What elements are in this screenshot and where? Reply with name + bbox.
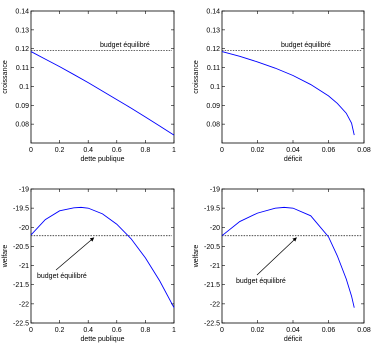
x-tick-label: 0.08: [357, 147, 371, 154]
x-tick-label: 0.02: [250, 327, 265, 334]
x-tick-label: 0.04: [286, 327, 300, 334]
x-tick-label: 0.4: [83, 147, 94, 154]
annotation-label: budget équilibré: [100, 42, 150, 49]
plot-frame: [31, 11, 174, 143]
annotation-label: budget équilibré: [37, 273, 87, 280]
plot-frame: [222, 11, 364, 143]
y-tick-label: -20.5: [13, 243, 29, 251]
annotation-label: budget équilibré: [281, 42, 331, 49]
x-tick-label: 0: [29, 147, 33, 154]
x-tick-label: 0.6: [111, 147, 122, 154]
plot-frame: [31, 189, 174, 323]
subplot-3: [2, 187, 176, 344]
x-tick-label: 1: [172, 147, 176, 154]
y-tick-label: -22: [18, 301, 29, 309]
subplot-2: [193, 9, 371, 164]
x-tick-label: 0.2: [54, 327, 65, 334]
x-axis-label: dette publique: [80, 336, 125, 343]
y-axis-label: welfare: [193, 244, 200, 268]
x-tick-label: 0.2: [54, 147, 65, 154]
y-tick-label: -20: [18, 224, 29, 232]
x-tick-label: 0.8: [140, 327, 151, 334]
y-tick-label: -19.5: [13, 205, 29, 213]
x-tick-label: 0: [29, 327, 33, 334]
y-axis-label: welfare: [2, 244, 9, 268]
plot-frame: [222, 189, 364, 323]
x-tick-label: 0.4: [83, 327, 94, 334]
y-tick-label: 0.08: [206, 121, 220, 129]
x-tick-label: 1: [172, 327, 176, 334]
y-tick-label: 0.08: [15, 121, 29, 129]
y-tick-label: 0.12: [15, 46, 29, 54]
y-tick-label: -20.5: [204, 243, 220, 251]
x-tick-label: 0.08: [357, 327, 371, 334]
x-axis-label: déficit: [283, 336, 303, 343]
y-tick-label: 0.11: [206, 65, 220, 73]
y-tick-label: -22.5: [204, 320, 220, 328]
x-tick-label: 0.06: [321, 327, 336, 334]
y-tick-label: -19.5: [204, 205, 220, 213]
y-tick-label: 0.14: [15, 8, 29, 16]
x-tick-label: 0.6: [111, 327, 122, 334]
y-tick-label: -21: [209, 263, 220, 271]
x-axis-label: dette publique: [80, 156, 125, 163]
x-axis-label: déficit: [283, 156, 303, 163]
subplot-1: [2, 9, 176, 164]
x-tick-label: 0: [220, 327, 224, 334]
x-tick-label: 0.02: [250, 147, 265, 154]
y-tick-label: 0.1: [210, 83, 220, 91]
y-tick-label: -20: [209, 224, 220, 232]
x-tick-label: 0.8: [140, 147, 151, 154]
annotation-label: budget équilibré: [236, 278, 286, 285]
y-tick-label: 0.13: [15, 27, 29, 35]
y-tick-label: 0.13: [206, 27, 220, 35]
y-tick-label: 0.09: [15, 102, 29, 110]
y-tick-label: -21.5: [204, 282, 220, 290]
y-tick-label: -22.5: [13, 320, 29, 328]
x-tick-label: 0.04: [286, 147, 300, 154]
y-axis-label: croissance: [2, 60, 9, 94]
y-tick-label: -19: [18, 186, 29, 194]
y-tick-label: -21: [18, 263, 29, 271]
y-axis-label: croissance: [193, 60, 200, 94]
y-tick-label: 0.09: [206, 102, 220, 110]
subplot-4: [193, 187, 371, 344]
y-tick-label: -22: [209, 301, 220, 309]
y-tick-label: -21.5: [13, 282, 29, 290]
y-tick-label: 0.11: [15, 65, 29, 73]
y-tick-label: 0.12: [206, 46, 220, 54]
y-tick-label: 0.1: [19, 83, 29, 91]
y-tick-label: -19: [209, 186, 220, 194]
y-tick-label: 0.14: [206, 8, 220, 16]
x-tick-label: 0: [220, 147, 224, 154]
x-tick-label: 0.06: [321, 147, 336, 154]
